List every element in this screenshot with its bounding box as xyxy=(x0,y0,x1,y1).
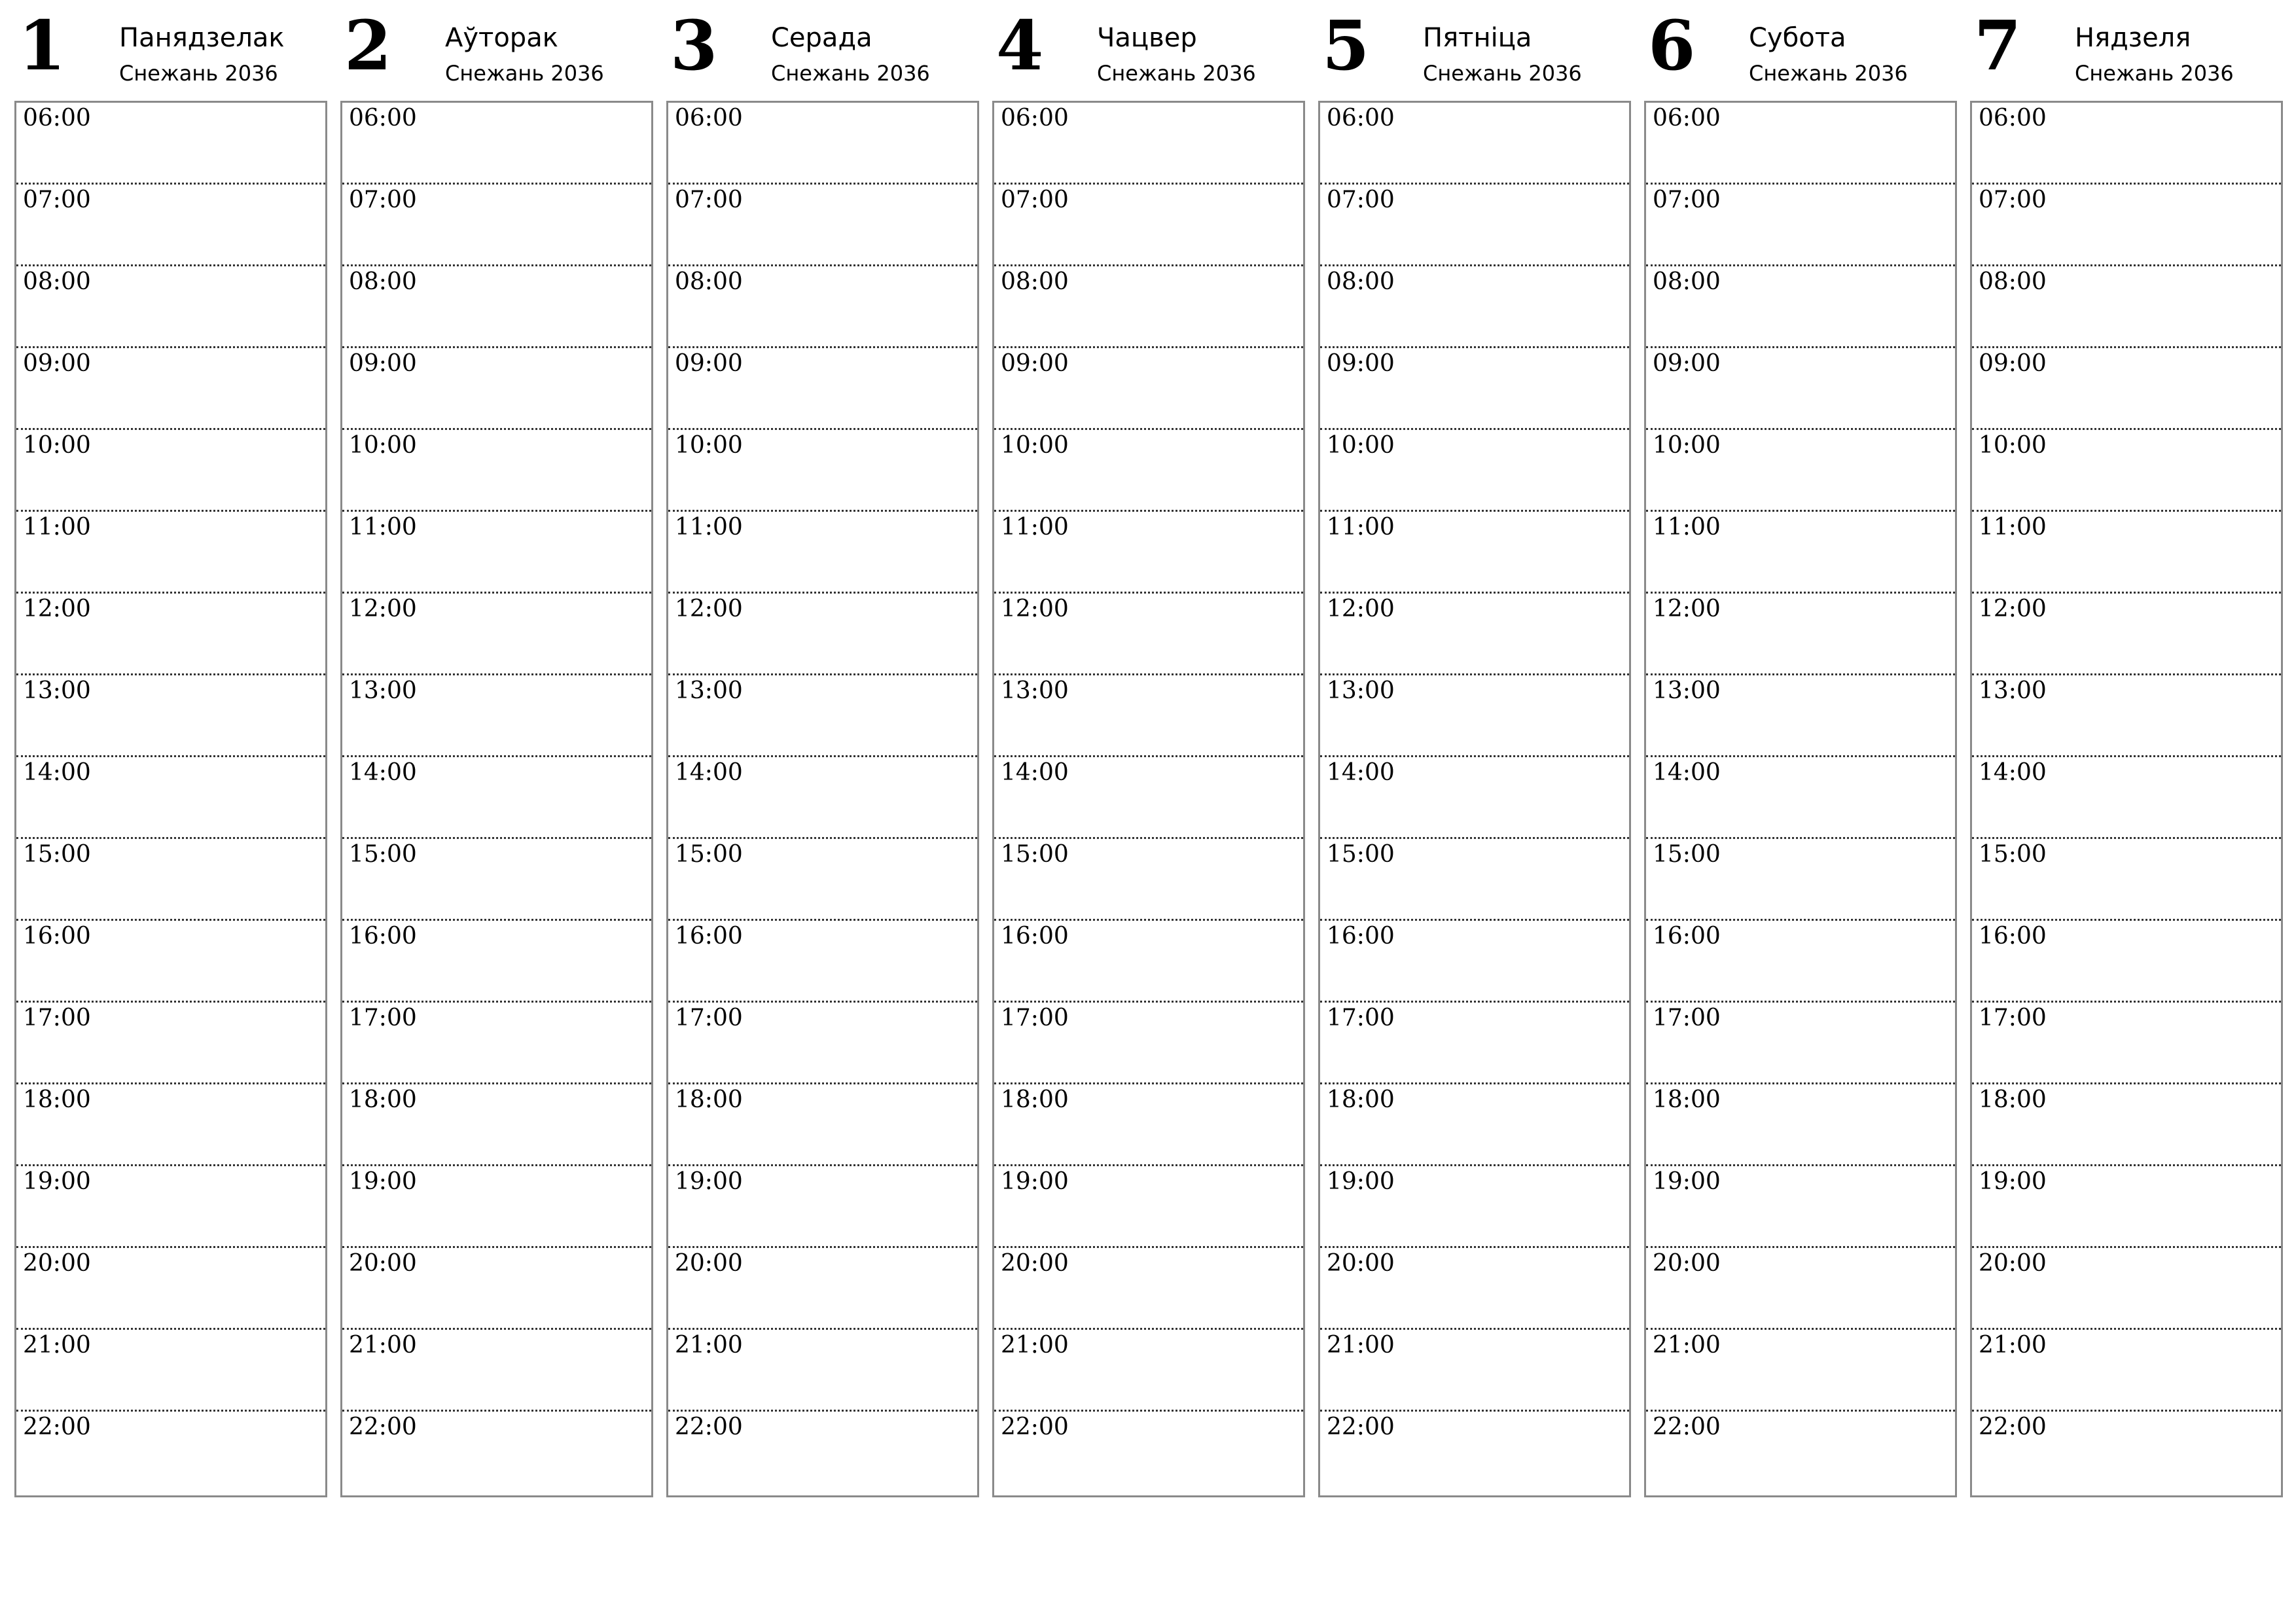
time-label: 16:00 xyxy=(1979,923,2047,950)
time-label: 18:00 xyxy=(1001,1086,1069,1113)
time-label: 10:00 xyxy=(1653,432,1721,459)
day-name: Чацвер xyxy=(1097,23,1197,53)
time-label: 07:00 xyxy=(1001,187,1069,213)
day-header xyxy=(992,0,1305,101)
time-label: 17:00 xyxy=(1001,1005,1069,1031)
time-slot[interactable] xyxy=(1972,839,2281,921)
time-label: 09:00 xyxy=(675,350,743,377)
time-label: 16:00 xyxy=(675,923,743,950)
day-schedule-box xyxy=(1318,101,1631,1497)
time-slot[interactable] xyxy=(994,757,1303,839)
time-label: 14:00 xyxy=(23,759,91,786)
time-label: 19:00 xyxy=(1653,1168,1721,1195)
time-slot[interactable] xyxy=(1646,675,1955,757)
time-label: 10:00 xyxy=(1001,432,1069,459)
time-label: 06:00 xyxy=(1653,105,1721,132)
time-slot[interactable] xyxy=(1320,348,1629,430)
time-label: 14:00 xyxy=(1979,759,2047,786)
time-slot[interactable] xyxy=(994,1330,1303,1412)
time-slot[interactable] xyxy=(1646,103,1955,185)
day-header xyxy=(340,0,653,101)
time-slot[interactable] xyxy=(1972,675,2281,757)
time-label: 08:00 xyxy=(349,268,417,295)
time-slot[interactable] xyxy=(1646,921,1955,1003)
time-slot[interactable] xyxy=(668,512,977,594)
time-label: 11:00 xyxy=(349,514,417,541)
time-slot[interactable] xyxy=(16,839,325,921)
time-label: 21:00 xyxy=(1001,1332,1069,1359)
time-label: 13:00 xyxy=(1001,677,1069,704)
day-name: Серада xyxy=(771,23,872,53)
day-schedule-box xyxy=(992,101,1305,1497)
time-slot[interactable] xyxy=(994,675,1303,757)
time-label: 07:00 xyxy=(1979,187,2047,213)
time-label: 19:00 xyxy=(23,1168,91,1195)
time-slot[interactable] xyxy=(342,839,651,921)
time-label: 08:00 xyxy=(675,268,743,295)
time-label: 06:00 xyxy=(349,105,417,132)
time-label: 09:00 xyxy=(23,350,91,377)
time-slot[interactable] xyxy=(16,512,325,594)
time-label: 16:00 xyxy=(1653,923,1721,950)
time-slot[interactable] xyxy=(994,1084,1303,1166)
time-slot[interactable] xyxy=(668,757,977,839)
time-label: 07:00 xyxy=(675,187,743,213)
time-slot[interactable] xyxy=(1320,757,1629,839)
time-label: 15:00 xyxy=(349,841,417,868)
day-number: 5 xyxy=(1322,5,1370,86)
time-label: 22:00 xyxy=(1327,1414,1395,1440)
time-slot[interactable] xyxy=(1320,430,1629,512)
time-label: 09:00 xyxy=(1653,350,1721,377)
time-label: 08:00 xyxy=(1001,268,1069,295)
day-month: Снежань 2036 xyxy=(119,61,278,86)
day-column xyxy=(1644,0,1957,1499)
time-slot[interactable] xyxy=(994,594,1303,675)
day-month: Снежань 2036 xyxy=(1423,61,1582,86)
time-slot[interactable] xyxy=(994,512,1303,594)
time-slot[interactable] xyxy=(1320,594,1629,675)
time-label: 12:00 xyxy=(23,596,91,622)
time-label: 20:00 xyxy=(23,1250,91,1277)
time-slot[interactable] xyxy=(342,430,651,512)
time-label: 09:00 xyxy=(1327,350,1395,377)
time-label: 12:00 xyxy=(1327,596,1395,622)
time-label: 06:00 xyxy=(23,105,91,132)
day-schedule-box xyxy=(1970,101,2283,1497)
time-label: 14:00 xyxy=(349,759,417,786)
time-label: 14:00 xyxy=(675,759,743,786)
time-slot[interactable] xyxy=(16,1003,325,1084)
time-slot[interactable] xyxy=(994,103,1303,185)
time-label: 22:00 xyxy=(349,1414,417,1440)
day-column xyxy=(992,0,1305,1499)
time-label: 18:00 xyxy=(1979,1086,2047,1113)
time-slot[interactable] xyxy=(1320,1166,1629,1248)
time-slot[interactable] xyxy=(16,1166,325,1248)
time-label: 20:00 xyxy=(1327,1250,1395,1277)
time-label: 09:00 xyxy=(1979,350,2047,377)
time-label: 19:00 xyxy=(675,1168,743,1195)
time-label: 22:00 xyxy=(675,1414,743,1440)
time-slot[interactable] xyxy=(342,1166,651,1248)
time-slot[interactable] xyxy=(342,1412,651,1493)
day-column xyxy=(1318,0,1631,1499)
day-name: Нядзеля xyxy=(2075,23,2191,53)
time-slot[interactable] xyxy=(342,1330,651,1412)
time-label: 09:00 xyxy=(1001,350,1069,377)
day-header xyxy=(1970,0,2283,101)
time-slot[interactable] xyxy=(994,1412,1303,1493)
day-name: Субота xyxy=(1749,23,1846,53)
time-label: 11:00 xyxy=(1001,514,1069,541)
time-slot[interactable] xyxy=(342,1084,651,1166)
time-slot[interactable] xyxy=(16,348,325,430)
day-header xyxy=(1644,0,1957,101)
time-slot[interactable] xyxy=(1972,348,2281,430)
day-name: Панядзелак xyxy=(119,23,285,53)
time-label: 21:00 xyxy=(675,1332,743,1359)
time-label: 17:00 xyxy=(349,1005,417,1031)
time-label: 17:00 xyxy=(1979,1005,2047,1031)
time-label: 10:00 xyxy=(1979,432,2047,459)
time-label: 18:00 xyxy=(23,1086,91,1113)
time-label: 20:00 xyxy=(1001,1250,1069,1277)
time-slot[interactable] xyxy=(1646,839,1955,921)
time-label: 18:00 xyxy=(349,1086,417,1113)
time-label: 08:00 xyxy=(23,268,91,295)
day-schedule-box xyxy=(1644,101,1957,1497)
time-label: 21:00 xyxy=(23,1332,91,1359)
time-slot[interactable] xyxy=(342,512,651,594)
time-slot[interactable] xyxy=(1320,1248,1629,1330)
day-number: 7 xyxy=(1974,5,2022,86)
time-slot[interactable] xyxy=(994,266,1303,348)
time-slot[interactable] xyxy=(1646,594,1955,675)
time-slot[interactable] xyxy=(994,839,1303,921)
time-slot[interactable] xyxy=(668,1003,977,1084)
day-name: Пятніца xyxy=(1423,23,1532,53)
time-label: 13:00 xyxy=(1327,677,1395,704)
time-slot[interactable] xyxy=(1320,675,1629,757)
time-slot[interactable] xyxy=(668,430,977,512)
time-label: 13:00 xyxy=(349,677,417,704)
time-label: 21:00 xyxy=(349,1332,417,1359)
time-slot[interactable] xyxy=(1320,266,1629,348)
day-month: Снежань 2036 xyxy=(2075,61,2234,86)
time-slot[interactable] xyxy=(1972,1003,2281,1084)
time-label: 17:00 xyxy=(675,1005,743,1031)
time-label: 15:00 xyxy=(675,841,743,868)
time-slot[interactable] xyxy=(342,594,651,675)
time-label: 12:00 xyxy=(1979,596,2047,622)
time-slot[interactable] xyxy=(668,1166,977,1248)
time-slot[interactable] xyxy=(1972,1084,2281,1166)
time-slot[interactable] xyxy=(16,1330,325,1412)
time-slot[interactable] xyxy=(16,921,325,1003)
time-label: 22:00 xyxy=(1001,1414,1069,1440)
time-slot[interactable] xyxy=(1320,1412,1629,1493)
time-slot[interactable] xyxy=(1972,1412,2281,1493)
time-label: 20:00 xyxy=(1653,1250,1721,1277)
day-column xyxy=(340,0,653,1499)
time-label: 08:00 xyxy=(1327,268,1395,295)
time-slot[interactable] xyxy=(16,103,325,185)
time-slot[interactable] xyxy=(668,103,977,185)
time-label: 19:00 xyxy=(1327,1168,1395,1195)
time-slot[interactable] xyxy=(1320,512,1629,594)
time-slot[interactable] xyxy=(16,1248,325,1330)
day-month: Снежань 2036 xyxy=(445,61,604,86)
day-month: Снежань 2036 xyxy=(1097,61,1256,86)
time-label: 20:00 xyxy=(349,1250,417,1277)
time-slot[interactable] xyxy=(994,1166,1303,1248)
time-label: 15:00 xyxy=(1653,841,1721,868)
time-slot[interactable] xyxy=(16,266,325,348)
time-slot[interactable] xyxy=(1646,1166,1955,1248)
time-slot[interactable] xyxy=(16,185,325,266)
time-label: 15:00 xyxy=(23,841,91,868)
time-label: 16:00 xyxy=(1327,923,1395,950)
time-label: 16:00 xyxy=(1001,923,1069,950)
time-label: 10:00 xyxy=(23,432,91,459)
day-number: 4 xyxy=(996,5,1044,86)
time-label: 07:00 xyxy=(349,187,417,213)
time-slot[interactable] xyxy=(1972,1248,2281,1330)
time-label: 18:00 xyxy=(675,1086,743,1113)
time-label: 18:00 xyxy=(1653,1086,1721,1113)
time-label: 14:00 xyxy=(1001,759,1069,786)
time-slot[interactable] xyxy=(994,430,1303,512)
time-label: 18:00 xyxy=(1327,1086,1395,1113)
time-slot[interactable] xyxy=(342,103,651,185)
time-slot[interactable] xyxy=(668,348,977,430)
time-slot[interactable] xyxy=(1320,185,1629,266)
time-label: 10:00 xyxy=(675,432,743,459)
time-slot[interactable] xyxy=(1320,103,1629,185)
time-slot[interactable] xyxy=(668,1084,977,1166)
time-label: 12:00 xyxy=(349,596,417,622)
time-slot[interactable] xyxy=(16,594,325,675)
time-slot[interactable] xyxy=(668,1330,977,1412)
time-label: 06:00 xyxy=(1001,105,1069,132)
time-label: 11:00 xyxy=(675,514,743,541)
time-slot[interactable] xyxy=(16,1084,325,1166)
time-slot[interactable] xyxy=(1646,266,1955,348)
time-label: 22:00 xyxy=(23,1414,91,1440)
time-slot[interactable] xyxy=(342,1003,651,1084)
time-label: 11:00 xyxy=(23,514,91,541)
time-label: 22:00 xyxy=(1653,1414,1721,1440)
time-slot[interactable] xyxy=(1646,185,1955,266)
time-slot[interactable] xyxy=(342,266,651,348)
time-slot[interactable] xyxy=(994,185,1303,266)
time-label: 12:00 xyxy=(675,596,743,622)
time-slot[interactable] xyxy=(1320,1084,1629,1166)
time-label: 16:00 xyxy=(349,923,417,950)
time-label: 08:00 xyxy=(1653,268,1721,295)
time-slot[interactable] xyxy=(16,675,325,757)
day-number: 3 xyxy=(670,5,718,86)
time-slot[interactable] xyxy=(1646,1248,1955,1330)
time-slot[interactable] xyxy=(994,1248,1303,1330)
time-slot[interactable] xyxy=(342,348,651,430)
time-slot[interactable] xyxy=(668,1412,977,1493)
time-label: 07:00 xyxy=(23,187,91,213)
time-label: 11:00 xyxy=(1653,514,1721,541)
time-slot[interactable] xyxy=(1972,185,2281,266)
time-label: 06:00 xyxy=(1979,105,2047,132)
time-label: 13:00 xyxy=(675,677,743,704)
time-slot[interactable] xyxy=(1646,1084,1955,1166)
time-label: 21:00 xyxy=(1979,1332,2047,1359)
time-slot[interactable] xyxy=(1646,757,1955,839)
time-label: 15:00 xyxy=(1327,841,1395,868)
time-label: 11:00 xyxy=(1327,514,1395,541)
time-slot[interactable] xyxy=(1320,1003,1629,1084)
time-label: 19:00 xyxy=(1979,1168,2047,1195)
time-label: 14:00 xyxy=(1327,759,1395,786)
day-schedule-box xyxy=(14,101,327,1497)
time-label: 09:00 xyxy=(349,350,417,377)
time-slot[interactable] xyxy=(994,348,1303,430)
day-header xyxy=(666,0,979,101)
time-slot[interactable] xyxy=(668,594,977,675)
day-column xyxy=(666,0,979,1499)
time-label: 12:00 xyxy=(1001,596,1069,622)
time-label: 13:00 xyxy=(1979,677,2047,704)
day-column xyxy=(1970,0,2283,1499)
time-label: 13:00 xyxy=(1653,677,1721,704)
time-label: 07:00 xyxy=(1327,187,1395,213)
day-header xyxy=(14,0,327,101)
day-header xyxy=(1318,0,1631,101)
time-slot[interactable] xyxy=(1646,1330,1955,1412)
time-slot[interactable] xyxy=(1646,1003,1955,1084)
time-label: 22:00 xyxy=(1979,1414,2047,1440)
time-slot[interactable] xyxy=(16,757,325,839)
time-slot[interactable] xyxy=(1646,348,1955,430)
time-slot[interactable] xyxy=(1972,103,2281,185)
day-number: 1 xyxy=(18,5,66,86)
time-slot[interactable] xyxy=(1972,1166,2281,1248)
time-slot[interactable] xyxy=(668,185,977,266)
day-name: Аўторак xyxy=(445,23,558,53)
time-label: 21:00 xyxy=(1653,1332,1721,1359)
time-slot[interactable] xyxy=(1972,757,2281,839)
time-label: 19:00 xyxy=(349,1168,417,1195)
time-label: 17:00 xyxy=(23,1005,91,1031)
time-label: 06:00 xyxy=(675,105,743,132)
day-number: 6 xyxy=(1648,5,1696,86)
time-label: 20:00 xyxy=(675,1250,743,1277)
time-slot[interactable] xyxy=(16,430,325,512)
time-label: 06:00 xyxy=(1327,105,1395,132)
day-month: Снежань 2036 xyxy=(1749,61,1908,86)
time-slot[interactable] xyxy=(994,921,1303,1003)
day-month: Снежань 2036 xyxy=(771,61,930,86)
time-slot[interactable] xyxy=(1972,266,2281,348)
time-slot[interactable] xyxy=(1972,921,2281,1003)
time-slot[interactable] xyxy=(342,757,651,839)
day-column xyxy=(14,0,327,1499)
time-label: 15:00 xyxy=(1001,841,1069,868)
time-slot[interactable] xyxy=(16,1412,325,1493)
time-slot[interactable] xyxy=(1972,1330,2281,1412)
time-label: 07:00 xyxy=(1653,187,1721,213)
time-slot[interactable] xyxy=(1646,512,1955,594)
time-slot[interactable] xyxy=(342,1248,651,1330)
time-slot[interactable] xyxy=(668,1248,977,1330)
time-label: 19:00 xyxy=(1001,1168,1069,1195)
time-label: 20:00 xyxy=(1979,1250,2047,1277)
time-label: 15:00 xyxy=(1979,841,2047,868)
time-label: 21:00 xyxy=(1327,1332,1395,1359)
time-slot[interactable] xyxy=(342,185,651,266)
time-slot[interactable] xyxy=(1972,594,2281,675)
time-label: 12:00 xyxy=(1653,596,1721,622)
time-label: 08:00 xyxy=(1979,268,2047,295)
time-slot[interactable] xyxy=(1320,1330,1629,1412)
time-slot[interactable] xyxy=(1972,512,2281,594)
time-label: 14:00 xyxy=(1653,759,1721,786)
day-schedule-box xyxy=(666,101,979,1497)
time-label: 13:00 xyxy=(23,677,91,704)
time-label: 10:00 xyxy=(349,432,417,459)
time-slot[interactable] xyxy=(668,266,977,348)
day-number: 2 xyxy=(344,5,392,86)
time-slot[interactable] xyxy=(1320,921,1629,1003)
time-label: 11:00 xyxy=(1979,514,2047,541)
time-slot[interactable] xyxy=(668,675,977,757)
time-slot[interactable] xyxy=(1972,430,2281,512)
time-label: 10:00 xyxy=(1327,432,1395,459)
time-label: 17:00 xyxy=(1327,1005,1395,1031)
time-label: 17:00 xyxy=(1653,1005,1721,1031)
time-slot[interactable] xyxy=(668,839,977,921)
time-slot[interactable] xyxy=(994,1003,1303,1084)
time-slot[interactable] xyxy=(668,921,977,1003)
time-slot[interactable] xyxy=(1646,430,1955,512)
time-label: 16:00 xyxy=(23,923,91,950)
day-schedule-box xyxy=(340,101,653,1497)
time-slot[interactable] xyxy=(342,675,651,757)
time-slot[interactable] xyxy=(1646,1412,1955,1493)
time-slot[interactable] xyxy=(342,921,651,1003)
time-slot[interactable] xyxy=(1320,839,1629,921)
